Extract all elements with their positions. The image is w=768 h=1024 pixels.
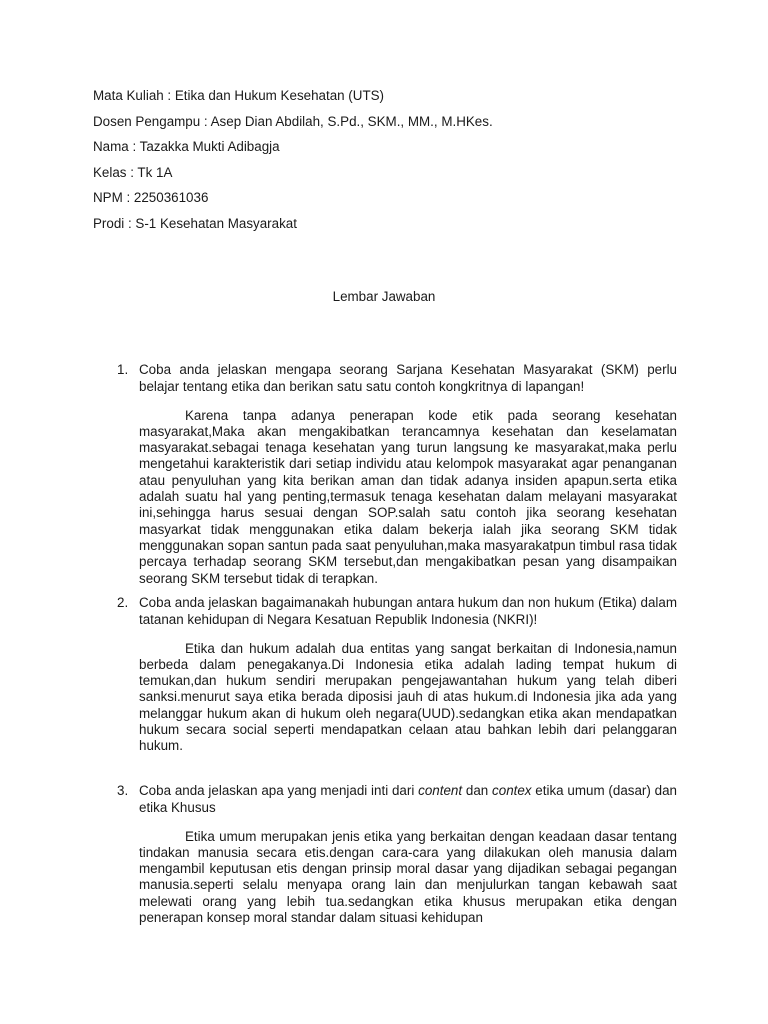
question-number: 1. [117,362,129,377]
npm-line: NPM : 2250361036 [93,190,209,205]
question-text-part: dan [462,783,493,798]
question-text-part: etika umum (dasar) dan etika Khusus [139,783,677,815]
name-line: Nama : Tazakka Mukti Adibagja [93,139,280,154]
answer-text: Karena tanpa adanya penerapan kode etik pada seorang kesehatan masyarakat,Maka akan mengakibatkan terancamnya kesehatan dan keselamatan masyarakat.sebagai tenaga kesehatan yang turun langsung ke masyarakat,maka perlu mengetahui karakteristik dari setiap individu atau kelompok masyarakat agar penanganan atau penyuluhan yang kita berikan aman dan tidak adanya insiden apapun.serta etika adalah suatu hal yang penting,termasuk tenaga kesehatan dalam melayani masyarakat ini,sehingga harus sesuai dengan SOP.salah satu contoh jika seorang kesehatan masyarkat tidak menggunakan etika dalam bekerja ialah jika seorang SKM tidak menggunakan sopan santun pada saat penyuluhan,maka masyarakatpun timbul rasa tidak percaya terhadap seorang SKM tersebut,dan mengakibatkan pesan yang disampaikan seorang SKM tersebut tidak di terapkan. [139,407,677,586]
lecturer-line: Dosen Pengampu : Asep Dian Abdilah, S.Pd., SKM., MM., M.HKes. [93,113,493,129]
question-emphasis: contex [492,783,532,798]
question-text: Coba anda jelaskan mengapa seorang Sarjana Kesehatan Masyarakat (SKM) perlu belajar tentang etika dan berikan satu satu contoh kongkritnya di lapangan! [139,362,677,394]
question-item [117,783,677,927]
question-item [117,595,677,755]
question-text: Coba anda jelaskan bagaimanakah hubungan antara hukum dan non hukum (Etika) dalam tatanan kehidupan di Negara Kesatuan Republik Indonesia (NKRI)! [139,595,677,627]
question-list [117,362,677,926]
question-text [139,783,677,817]
question-text-part: Coba anda jelaskan apa yang menjadi inti dari [139,783,419,798]
answer-text: Etika dan hukum adalah dua entitas yang sangat berkaitan di Indonesia,namun berbeda dalam penegakanya.Di Indonesia etika adalah lading tempat hukum di temukan,dan hukum sendiri merupakan pengejawantahan hukum yang telah diberi sanksi.menurut saya etika berada diposisi jauh di atas hukum.di Indonesia jika ada yang melanggar hukum akan di hukum oleh negara(UUD).sedangkan etika akan mendapatkan hukum secara social seperti mendapatkan celaan atau bahkan lebih dari pelanggaran hukum. [139,640,677,754]
question-emphasis: content [418,783,463,798]
question-item [117,362,677,587]
page-title: Lembar Jawaban [332,289,436,304]
course-line: Mata Kuliah : Etika dan Hukum Kesehatan (UTS) [93,88,385,103]
class-line: Kelas : Tk 1A [93,164,173,180]
program-line: Prodi : S-1 Kesehatan Masyarakat [93,215,297,231]
question-number: 2. [117,595,129,610]
answer-text: Etika umum merupakan jenis etika yang berkaitan dengan keadaan dasar tentang tindakan manusia secara etis.dengan cara-cara yang dilakukan oleh manusia dalam mengambil keputusan etis dengan prinsip moral dasar yang dijadikan sebagai pegangan manusia.seperti selalu menyapa orang lain dan menjulurkan tangan kebawah saat melewati orang yang lebih tua.sedangkan etika khusus merupakan etika dengan penerapan konsep moral standar dalam situasi kehidupan [139,828,677,926]
question-number: 3. [117,783,129,798]
student-info-header [93,86,693,239]
